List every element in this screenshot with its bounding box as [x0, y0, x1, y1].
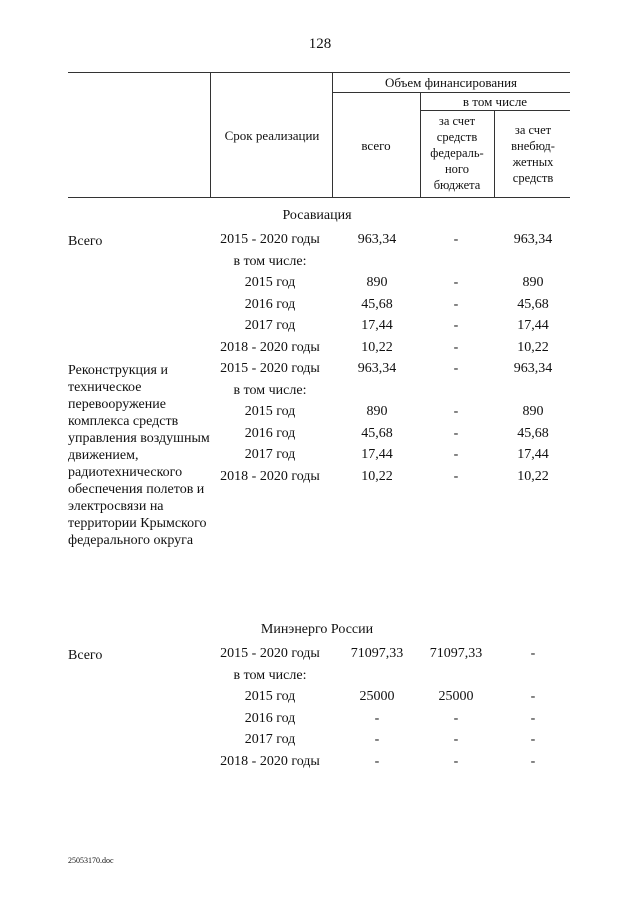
cell-extrabudget: 890: [522, 404, 544, 419]
cell-total: -: [374, 753, 380, 769]
cell-federal: -: [453, 318, 459, 333]
cell-period: 2015 - 2020 годы: [220, 232, 320, 247]
cell-total: 890: [366, 404, 388, 419]
cell-period: 2018 - 2020 годы: [220, 339, 320, 355]
row-label: Реконструкция и техническое перевооружение комплекса средств управления воздушным движением, радиотехнического обеспечения полетов и электросвязи на территории Крымского федерального округа: [68, 363, 210, 548]
cell-extrabudget: 10,22: [517, 468, 549, 484]
cell-period: 2016 год: [244, 425, 296, 441]
cell-extrabudget: 45,68: [517, 425, 549, 441]
cell-total: 17,44: [361, 447, 393, 462]
cell-period: 2015 - 2020 годы: [220, 361, 320, 376]
row-label: Всего: [68, 234, 103, 249]
cell-period: 2018 - 2020 годы: [220, 753, 320, 769]
section-title: Минэнерго России: [260, 622, 374, 637]
cell-federal: -: [453, 425, 459, 441]
cell-total: 71097,33: [350, 646, 404, 661]
cell-total: 45,68: [361, 425, 393, 441]
cell-federal: 71097,33: [429, 646, 483, 661]
header-top-rule: [68, 72, 570, 73]
header-total: всего: [361, 138, 391, 153]
header-rule-financing: [332, 92, 570, 93]
cell-federal: -: [453, 404, 459, 419]
cell-period: 2015 год: [244, 689, 296, 704]
cell-extrabudget: 17,44: [517, 447, 549, 462]
section-title: Росавиация: [282, 208, 352, 223]
cell-extrabudget: 10,22: [517, 339, 549, 355]
cell-federal: -: [453, 339, 459, 355]
cell-extrabudget: 963,34: [513, 232, 553, 247]
cell-total: -: [374, 732, 380, 747]
cell-period: 2015 год: [244, 404, 296, 419]
cell-extrabudget: -: [530, 753, 536, 769]
cell-total: -: [374, 710, 380, 726]
cell-period: 2017 год: [244, 732, 296, 747]
header-federal: за счет средств федераль- ного бюджета: [430, 114, 484, 192]
cell-period: 2016 год: [244, 296, 296, 312]
subheading-including: в том числе:: [233, 253, 307, 269]
cell-extrabudget: 963,34: [513, 361, 553, 376]
cell-extrabudget: -: [530, 646, 536, 661]
cell-total: 10,22: [361, 468, 393, 484]
header-divider-4: [494, 110, 495, 197]
cell-period: 2017 год: [244, 318, 296, 333]
cell-total: 10,22: [361, 339, 393, 355]
cell-federal: -: [453, 275, 459, 290]
cell-federal: -: [453, 732, 459, 747]
subheading-including: в том числе:: [233, 382, 307, 398]
cell-federal: -: [453, 468, 459, 484]
cell-federal: 25000: [438, 689, 474, 704]
cell-extrabudget: -: [530, 689, 536, 704]
row-label: Всего: [68, 648, 103, 663]
cell-federal: -: [453, 710, 459, 726]
cell-federal: -: [453, 361, 459, 376]
cell-extrabudget: 17,44: [517, 318, 549, 333]
header-financing: Объем финансирования: [384, 75, 518, 90]
cell-period: 2015 год: [244, 275, 296, 290]
cell-total: 45,68: [361, 296, 393, 312]
cell-period: 2016 год: [244, 710, 296, 726]
cell-extrabudget: 890: [522, 275, 544, 290]
cell-period: 2015 - 2020 годы: [220, 646, 320, 661]
header-divider-1: [210, 72, 211, 197]
cell-federal: -: [453, 447, 459, 462]
cell-extrabudget: 45,68: [517, 296, 549, 312]
document-footer: 25053170.doc: [68, 856, 114, 865]
cell-total: 963,34: [357, 361, 397, 376]
page-number: 128: [308, 36, 332, 52]
cell-federal: -: [453, 296, 459, 312]
cell-extrabudget: -: [530, 710, 536, 726]
cell-extrabudget: -: [530, 732, 536, 747]
cell-total: 17,44: [361, 318, 393, 333]
header-bottom-rule: [68, 197, 570, 198]
header-rule-including: [420, 110, 570, 111]
cell-total: 25000: [359, 689, 395, 704]
subheading-including: в том числе:: [233, 667, 307, 683]
header-extrabudget: за счет внебюд- жетных средств: [511, 123, 555, 185]
header-including: в том числе: [462, 94, 528, 109]
cell-period: 2017 год: [244, 447, 296, 462]
cell-total: 963,34: [357, 232, 397, 247]
cell-federal: -: [453, 753, 459, 769]
header-period: Срок реализации: [224, 128, 320, 143]
cell-total: 890: [366, 275, 388, 290]
cell-period: 2018 - 2020 годы: [220, 468, 320, 484]
cell-federal: -: [453, 232, 459, 247]
